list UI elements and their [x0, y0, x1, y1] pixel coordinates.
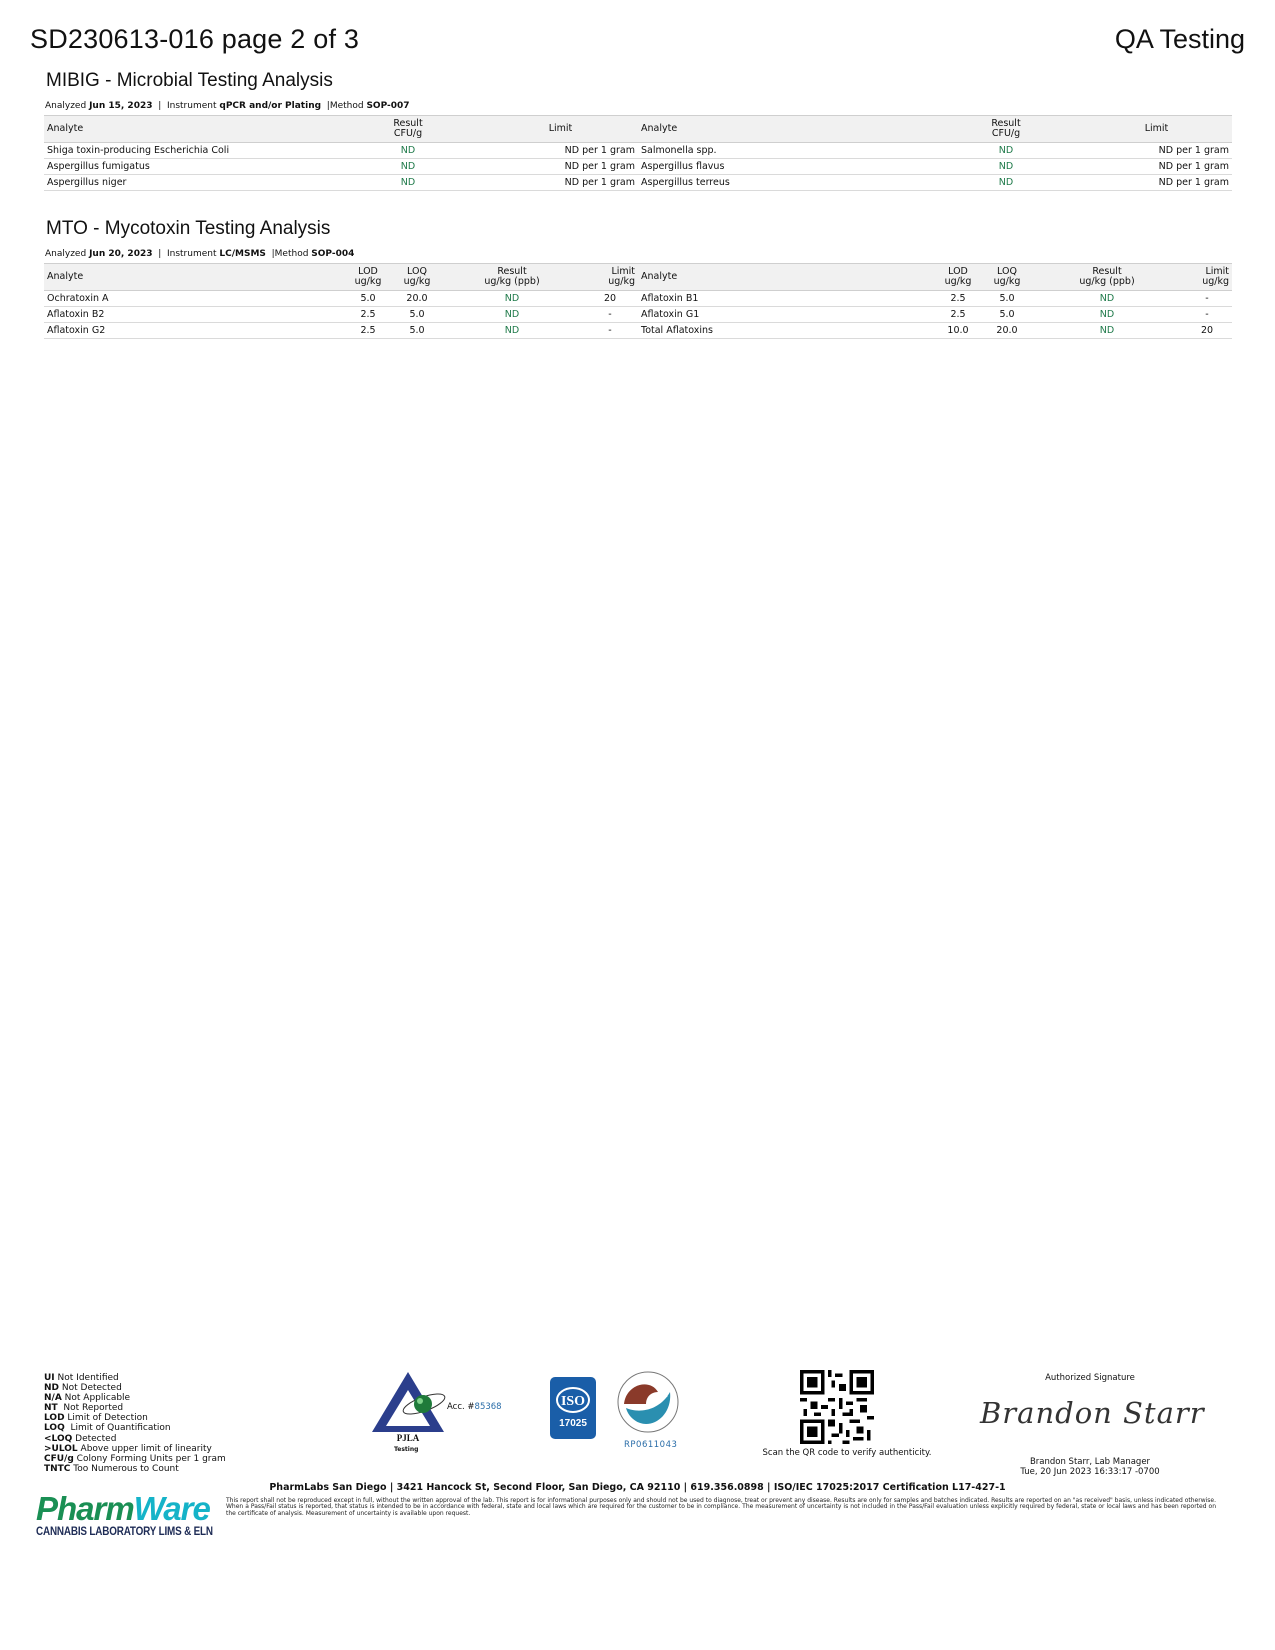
legend-item: LOQ Limit of Quantification: [44, 1423, 171, 1434]
table-row: [44, 323, 1232, 339]
limit-cell: ND per 1 gram: [436, 175, 638, 191]
dea-seal-icon: [616, 1370, 680, 1434]
col-result: Result CFU/g: [380, 116, 436, 143]
mycotoxin-section: [44, 218, 1232, 339]
analyte-cell: Aflatoxin B1: [638, 291, 934, 307]
result-cell: ND: [380, 175, 436, 191]
legend-item: N/A Not Applicable: [44, 1393, 131, 1404]
limit-cell: -: [582, 323, 638, 339]
loq-cell: 5.0: [982, 291, 1032, 307]
legend-item: ND Not Detected: [44, 1383, 122, 1394]
iso-badge: [549, 1376, 597, 1444]
table-row: [44, 159, 1232, 175]
pjla-sub: Testing: [394, 1446, 419, 1453]
result-cell: ND: [978, 159, 1034, 175]
lod-cell: 2.5: [344, 307, 392, 323]
lab-address: PharmLabs San Diego | 3421 Hancock St, Second Floor, San Diego, CA 92110 | 619.356.0898 | ISO/IEC 17025:2017 Certification L17-427-1: [269, 1482, 1006, 1493]
limit-cell: ND per 1 gram: [1034, 175, 1232, 191]
qr-caption: Scan the QR code to verify authenticity.: [762, 1448, 932, 1458]
col-analyte: Analyte: [44, 264, 344, 291]
mycotoxin-table: [44, 263, 1232, 339]
limit-cell: -: [1182, 291, 1232, 307]
svg-text:17025: 17025: [559, 1418, 587, 1429]
qr-code[interactable]: [800, 1370, 874, 1448]
abbreviation-legend: [44, 1373, 226, 1474]
loq-cell: 5.0: [982, 307, 1032, 323]
table-row: [44, 143, 1232, 159]
microbial-table: [44, 115, 1232, 191]
analyte-cell: Ochratoxin A: [44, 291, 344, 307]
col-result: Result ug/kg (ppb): [1032, 264, 1182, 291]
limit-cell: -: [582, 307, 638, 323]
col-limit: Limit ug/kg: [1182, 264, 1232, 291]
analyte-cell: Aflatoxin G2: [44, 323, 344, 339]
result-cell: ND: [1032, 323, 1182, 339]
pharmware-wordmark: PharmWare: [36, 1490, 210, 1527]
legend-item: TNTC Too Numerous to Count: [44, 1463, 179, 1474]
disclaimer: This report shall not be reproduced except in full, without the written approval of the lab. This report is for informational purposes only and should not be used to diagnose, treat or prevent any disease. Results are only for samples and batches indicated. Results are reported on an "as received" basis, unless indicated otherwise. When a Pass/Fail status is reported, that status is intended to be in accordance with federal, state and local laws which are required for the customer to be in compliance. The measurement of uncertainty is not included in the Pass/Fail evaluation unless explicitly required by federal, state or local laws and has been reported on the certificate of analysis. Measurement of uncertainty is available upon request.: [226, 1497, 1216, 1517]
signatory: Brandon Starr, Lab Manager Tue, 20 Jun 2023 16:33:17 -0700: [1020, 1457, 1160, 1477]
svg-text:PJLA: PJLA: [396, 1433, 420, 1443]
limit-cell: ND per 1 gram: [436, 143, 638, 159]
limit-cell: ND per 1 gram: [1034, 143, 1232, 159]
lod-cell: 2.5: [344, 323, 392, 339]
legend-item: >ULOL Above upper limit of linearity: [44, 1443, 212, 1454]
qr-code-icon[interactable]: [800, 1370, 874, 1444]
limit-cell: -: [1182, 307, 1232, 323]
legend-item: NT Not Reported: [44, 1403, 124, 1414]
analyte-cell: Aspergillus niger: [44, 175, 380, 191]
col-limit: Limit: [1034, 116, 1232, 143]
table-row: [44, 291, 1232, 307]
result-cell: ND: [442, 291, 582, 307]
result-cell: ND: [442, 323, 582, 339]
col-analyte: Analyte: [44, 116, 380, 143]
col-limit: Limit: [436, 116, 638, 143]
handwritten-signature: Brandon Starr: [980, 1396, 1205, 1430]
limit-cell: ND per 1 gram: [1034, 159, 1232, 175]
table-row: [44, 307, 1232, 323]
microbial-section: [44, 70, 1232, 191]
legend-item: CFU/g Colony Forming Units per 1 gram: [44, 1453, 226, 1464]
col-analyte: Analyte: [638, 116, 978, 143]
loq-cell: 5.0: [392, 307, 442, 323]
col-lod: LOD ug/kg: [344, 264, 392, 291]
limit-cell: 20: [582, 291, 638, 307]
analysis-meta: Analyzed Jun 15, 2023 | Instrument qPCR and/or Plating |Method SOP-007: [45, 101, 410, 111]
iso-badge-icon: [549, 1376, 597, 1440]
col-result: Result CFU/g: [978, 116, 1034, 143]
lod-cell: 5.0: [344, 291, 392, 307]
lod-cell: 10.0: [934, 323, 982, 339]
dea-seal: [616, 1370, 680, 1438]
analyte-cell: Total Aflatoxins: [638, 323, 934, 339]
result-cell: ND: [380, 159, 436, 175]
dea-registration-number: RP0611043: [624, 1440, 678, 1450]
result-cell: ND: [442, 307, 582, 323]
pjla-logo: [372, 1370, 452, 1453]
loq-cell: 5.0: [392, 323, 442, 339]
legend-item: UI Not Identified: [44, 1373, 119, 1383]
col-loq: LOQ ug/kg: [982, 264, 1032, 291]
analyte-cell: Shiga toxin-producing Escherichia Coli: [44, 143, 380, 159]
legend-item: LOD Limit of Detection: [44, 1413, 148, 1424]
table-header-row: [44, 264, 1232, 291]
col-result: Result ug/kg (ppb): [442, 264, 582, 291]
analyte-cell: Aflatoxin G1: [638, 307, 934, 323]
result-cell: ND: [1032, 291, 1182, 307]
legend-item: <LOQ Detected: [44, 1433, 117, 1444]
col-loq: LOQ ug/kg: [392, 264, 442, 291]
section-title: MIBIG - Microbial Testing Analysis: [46, 70, 333, 91]
col-analyte: Analyte: [638, 264, 934, 291]
pharmware-logo: [36, 1492, 242, 1538]
lod-cell: 2.5: [934, 307, 982, 323]
result-cell: ND: [1032, 307, 1182, 323]
analysis-meta: Analyzed Jun 20, 2023 | Instrument LC/MSMS |Method SOP-004: [45, 249, 355, 259]
analyte-cell: Salmonella spp.: [638, 143, 978, 159]
col-limit: Limit ug/kg: [582, 264, 638, 291]
loq-cell: 20.0: [392, 291, 442, 307]
section-title: MTO - Mycotoxin Testing Analysis: [46, 218, 331, 239]
analyte-cell: Aspergillus terreus: [638, 175, 978, 191]
limit-cell: 20: [1182, 323, 1232, 339]
svg-text:ISO: ISO: [560, 1394, 586, 1409]
analyte-cell: Aflatoxin B2: [44, 307, 344, 323]
table-header-row: [44, 116, 1232, 143]
accreditation-number: Acc. #85368: [447, 1402, 502, 1412]
lod-cell: 2.5: [934, 291, 982, 307]
loq-cell: 20.0: [982, 323, 1032, 339]
limit-cell: ND per 1 gram: [436, 159, 638, 175]
signature-label: Authorized Signature: [1045, 1373, 1135, 1383]
analyte-cell: Aspergillus flavus: [638, 159, 978, 175]
result-cell: ND: [978, 143, 1034, 159]
table-row: [44, 175, 1232, 191]
client-name: QA Testing: [1114, 24, 1245, 54]
result-cell: ND: [380, 143, 436, 159]
col-lod: LOD ug/kg: [934, 264, 982, 291]
report-id: SD230613-016 page 2 of 3: [30, 24, 360, 54]
analyte-cell: Aspergillus fumigatus: [44, 159, 380, 175]
pharmware-tagline: CANNABIS LABORATORY LIMS & ELN: [36, 1526, 213, 1538]
result-cell: ND: [978, 175, 1034, 191]
pjla-triangle-icon: [372, 1370, 452, 1446]
